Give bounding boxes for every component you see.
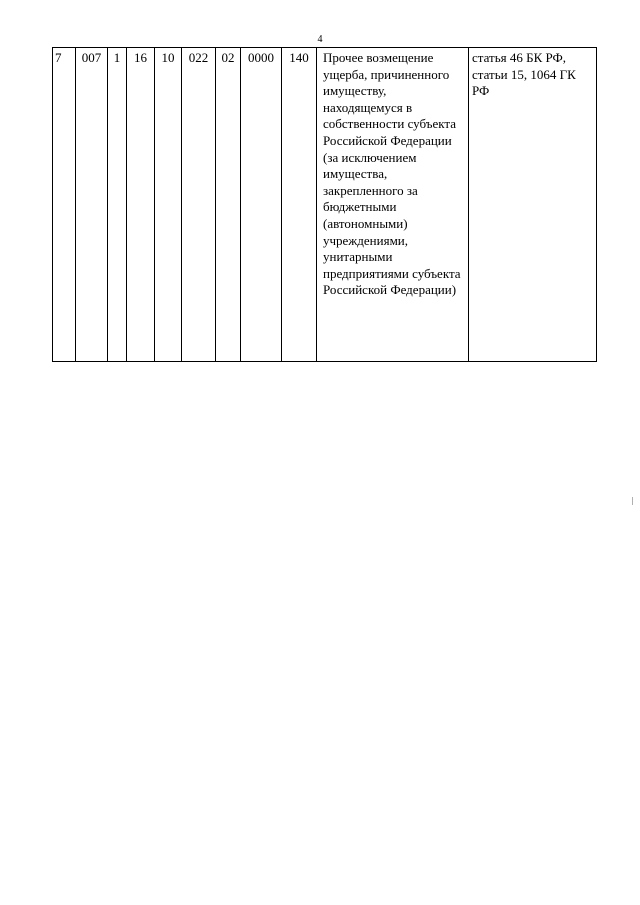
code-element-cell: 02 bbox=[216, 48, 241, 362]
description-cell: Прочее возмещение ущерба, причиненного имуществу, находящемуся в собственности субъекта Российской Федерации (за исключением имущества, закрепленного за бюджетными (автономными) учреждениями, унитарными предприятиями субъекта Российской Федерации) bbox=[317, 48, 469, 362]
code-program-cell: 0000 bbox=[241, 48, 282, 362]
page-number: 4 bbox=[317, 34, 323, 45]
scan-margin-mark bbox=[632, 497, 633, 505]
admin-code-cell: 007 bbox=[76, 48, 108, 362]
table-row bbox=[53, 48, 597, 362]
code-subarticle-cell: 022 bbox=[182, 48, 216, 362]
code-article-cell: 10 bbox=[155, 48, 182, 362]
revenue-codes-table bbox=[52, 47, 597, 362]
code-classification-cell: 140 bbox=[282, 48, 317, 362]
code-group-cell: 1 bbox=[108, 48, 127, 362]
legal-basis-cell: статья 46 БК РФ, статьи 15, 1064 ГК РФ bbox=[469, 48, 597, 362]
code-subgroup-cell: 16 bbox=[127, 48, 155, 362]
row-number-cell: 7 bbox=[53, 48, 76, 362]
